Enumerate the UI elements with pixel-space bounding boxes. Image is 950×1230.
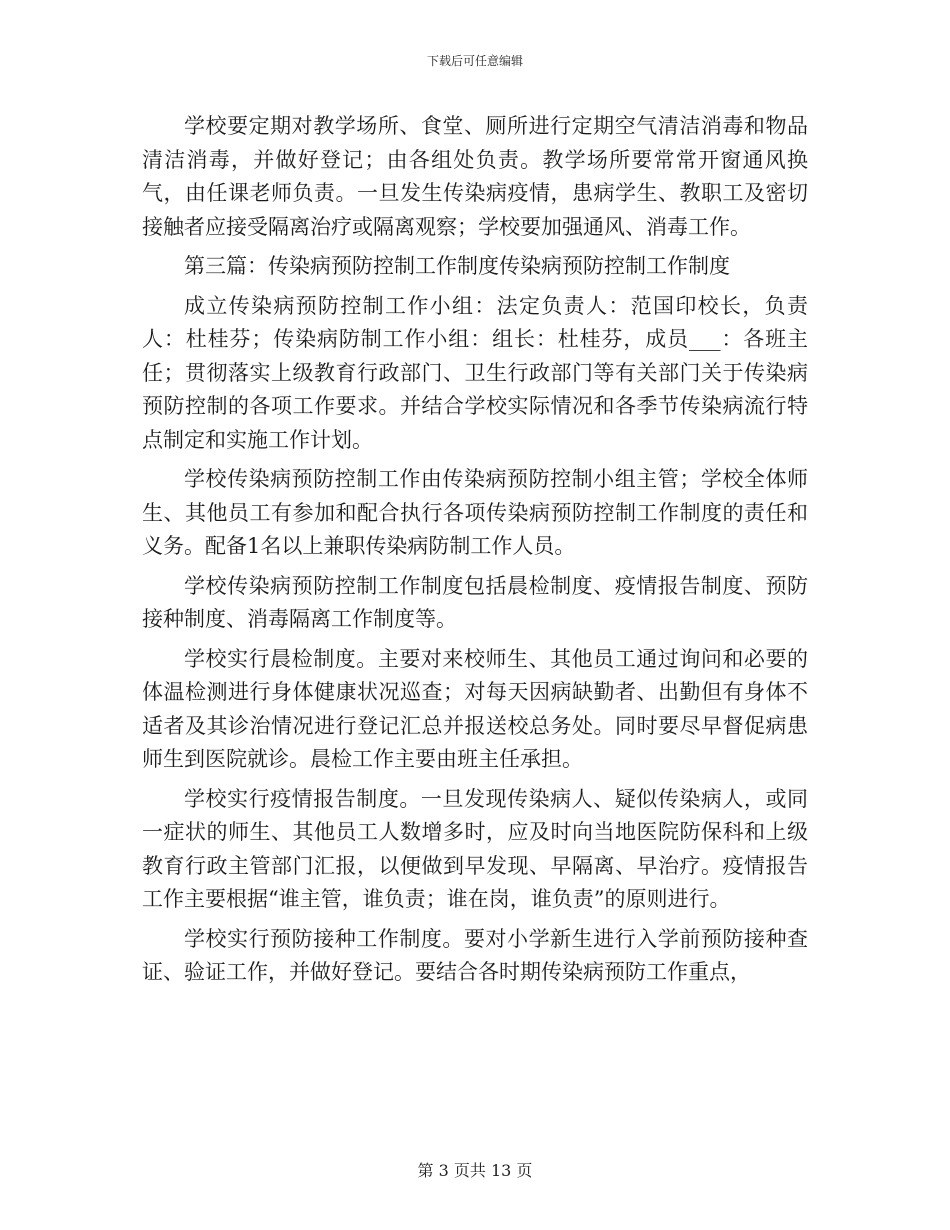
- paragraph-epidemic-report: 学校实行疫情报告制度。一旦发现传染病人、疑似传染病人，或同一症状的师生、其他员工人数增多时，应及时向当地医院防保科和上级教育行政主管部门汇报，以便做到早发现、早隔离、早治疗。疫情报告工作主要根据“谁主管，谁负责；谁在岗，谁负责”的原则进行。: [142, 786, 808, 911]
- paragraph-vaccination: 学校实行预防接种工作制度。要对小学新生进行入学前预防接种查证、验证工作，并做好登记。要结合各时期传染病预防工作重点，: [142, 926, 808, 984]
- page-header: 下载后可任意编辑: [426, 54, 523, 68]
- paragraph-system-scope: 学校传染病预防控制工作制度包括晨检制度、疫情报告制度、预防接种制度、消毒隔离工作制度等。: [142, 573, 808, 631]
- paragraph-working-group: 成立传染病预防控制工作小组：法定负责人：范国印校长，负责人：杜桂芬；传染病防制工作小组：组长：杜桂芬，成员___：各班主任；贯彻落实上级教育行政部门、卫生行政部门等有关部门关于传染病预防控制的各项工作要求。并结合学校实际情况和各季节传染病流行特点制定和实施工作计划。: [142, 293, 808, 452]
- paragraph-morning-check: 学校实行晨检制度。主要对来校师生、其他员工通过询问和必要的体温检测进行身体健康状况巡查；对每天因病缺勤者、出勤但有身体不适者及其诊治情况进行登记汇总并报送校总务处。同时要尽早督促病患师生到医院就诊。晨检工作主要由班主任承担。: [142, 646, 808, 771]
- section-title: 第三篇：传染病预防控制工作制度传染病预防控制工作制度: [184, 254, 730, 278]
- page-number: 第 3 页共 13 页: [417, 1161, 533, 1180]
- document-body: [142, 110, 808, 996]
- paragraph-responsibility: 学校传染病预防控制工作由传染病预防控制小组主管；学校全体师生、其他员工有参加和配合执行各项传染病预防控制工作制度的责任和义务。配备1名以上兼职传染病防制工作人员。: [142, 467, 808, 558]
- paragraph-disinfection: 学校要定期对教学场所、食堂、厕所进行定期空气清洁消毒和物品清洁消毒，并做好登记；由各组处负责。教学场所要常常开窗通风换气，由任课老师负责。一旦发生传染病疫情，患病学生、教职工及密切接触者应接受隔离治疗或隔离观察；学校要加强通风、消毒工作。: [142, 114, 808, 239]
